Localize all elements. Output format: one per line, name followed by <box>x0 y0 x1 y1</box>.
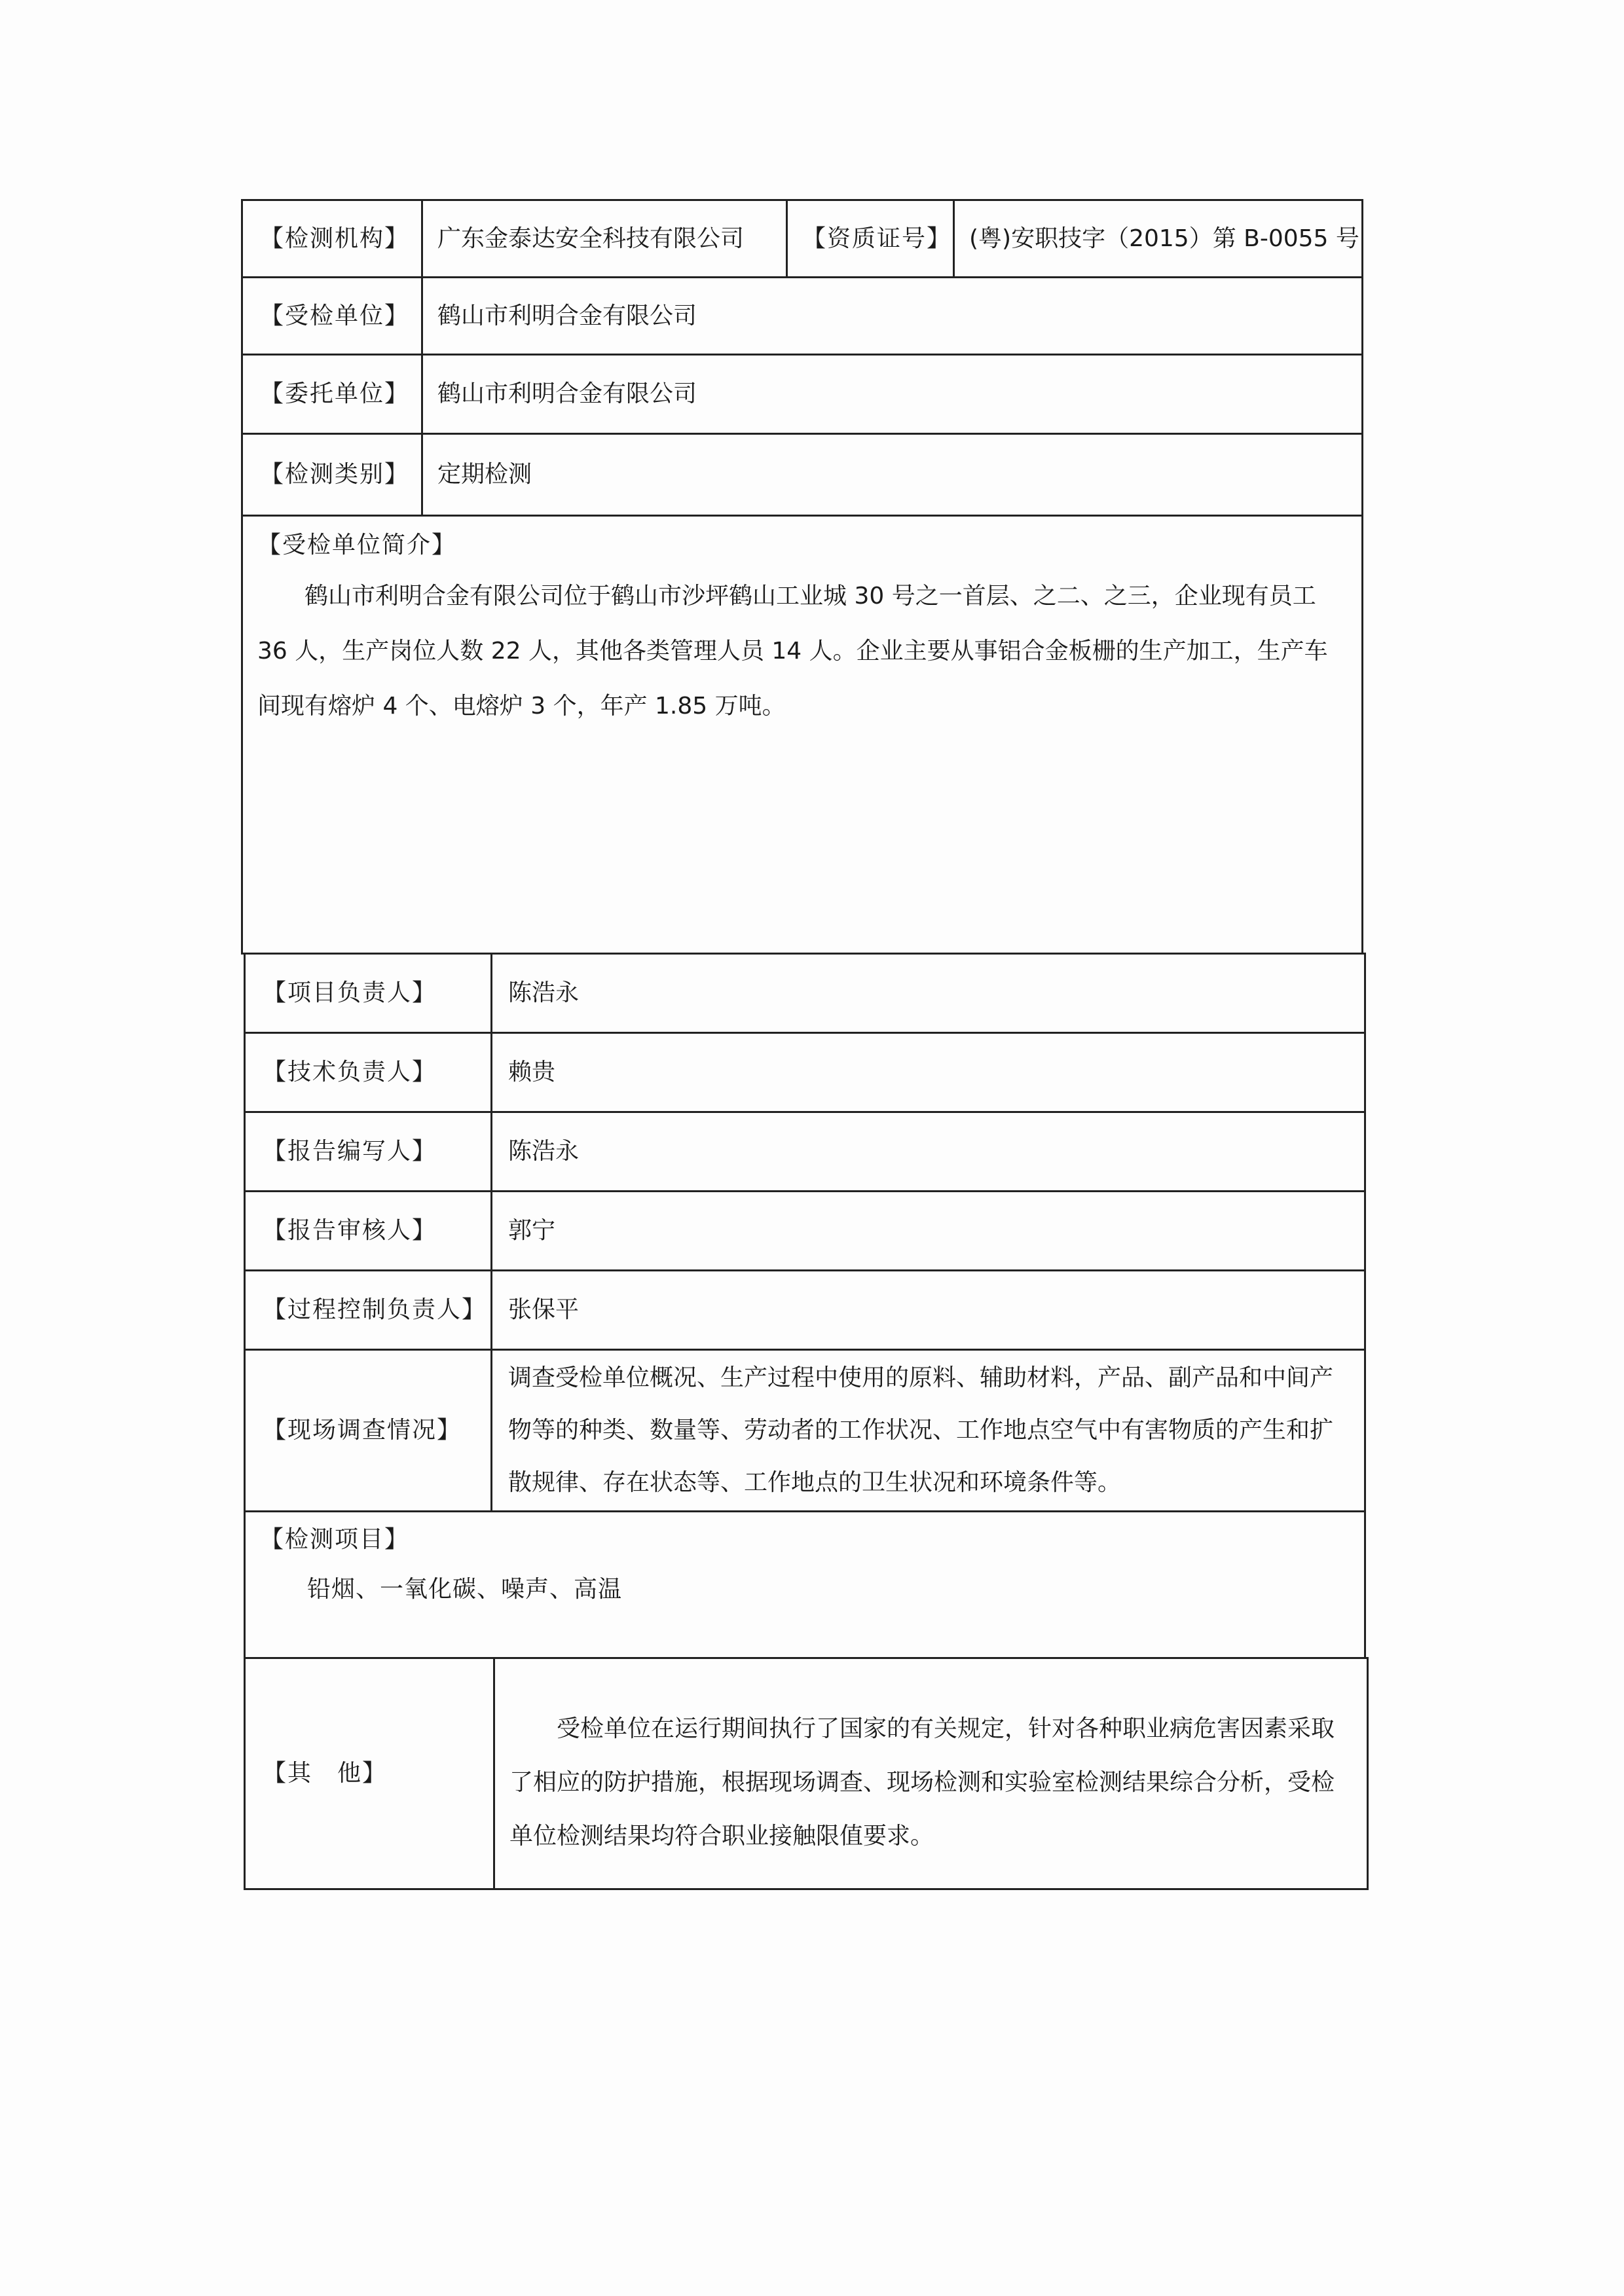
cert-label: 【资质证号】 <box>786 199 955 278</box>
writer-value: 陈浩永 <box>490 1111 1366 1192</box>
other-text: 受检单位在运行期间执行了国家的有关规定，针对各种职业病危害因素采取了相应的防护措施，根据现场调查、现场检测和实验室检测结果综合分析，受检单位检测结果均符合职业接触限值要求。 <box>509 1715 1335 1850</box>
category-label: 【检测类别】 <box>241 433 423 517</box>
tech-lead-label: 【技术负责人】 <box>244 1032 492 1113</box>
items-section <box>244 1510 1366 1659</box>
project-lead-value: 陈浩永 <box>490 953 1366 1034</box>
intro-text: 鹤山市利明合金有限公司位于鹤山市沙坪鹤山工业城 30 号之一首层、之二、之三，企业现有员工 36 人，生产岗位人数 22 人，其他各类管理人员 14 人。企业主要从事铝合金板栅的生产加工，生产车间现有熔炉 4 个、电熔炉 3 个，年产 1.85 万吨。 <box>257 583 1328 720</box>
survey-cell <box>490 1349 1366 1512</box>
other-label: 【其 他】 <box>244 1657 495 1890</box>
category-value: 定期检测 <box>421 433 1363 517</box>
client-unit-label: 【委托单位】 <box>241 354 423 435</box>
process-lead-value: 张保平 <box>490 1269 1366 1351</box>
items-text: 铅烟、一氧化碳、噪声、高温 <box>307 1576 623 1603</box>
tech-lead-value: 赖贵 <box>490 1032 1366 1113</box>
process-lead-label: 【过程控制负责人】 <box>244 1269 492 1351</box>
agency-value: 广东金泰达安全科技有限公司 <box>421 199 788 278</box>
reviewer-label: 【报告审核人】 <box>244 1190 492 1271</box>
items-title: 【检测项目】 <box>260 1526 410 1553</box>
intro-section <box>241 515 1363 955</box>
survey-label: 【现场调查情况】 <box>244 1349 492 1512</box>
agency-label: 【检测机构】 <box>241 199 423 278</box>
writer-label: 【报告编写人】 <box>244 1111 492 1192</box>
client-unit-value: 鹤山市利明合金有限公司 <box>421 354 1363 435</box>
inspected-unit-value: 鹤山市利明合金有限公司 <box>421 276 1363 355</box>
other-cell <box>493 1657 1369 1890</box>
survey-text: 调查受检单位概况、生产过程中使用的原料、辅助材料，产品、副产品和中间产物等的种类、数量等、劳动者的工作状况、工作地点空气中有害物质的产生和扩散规律、存在状态等、工作地点的卫生状况和环境条件等。 <box>508 1364 1334 1496</box>
reviewer-value: 郭宁 <box>490 1190 1366 1271</box>
inspected-unit-label: 【受检单位】 <box>241 276 423 355</box>
intro-title: 【受检单位简介】 <box>257 532 457 558</box>
project-lead-label: 【项目负责人】 <box>244 953 492 1034</box>
cert-value: (粤)安职技字（2015）第 B-0055 号 <box>953 199 1363 278</box>
